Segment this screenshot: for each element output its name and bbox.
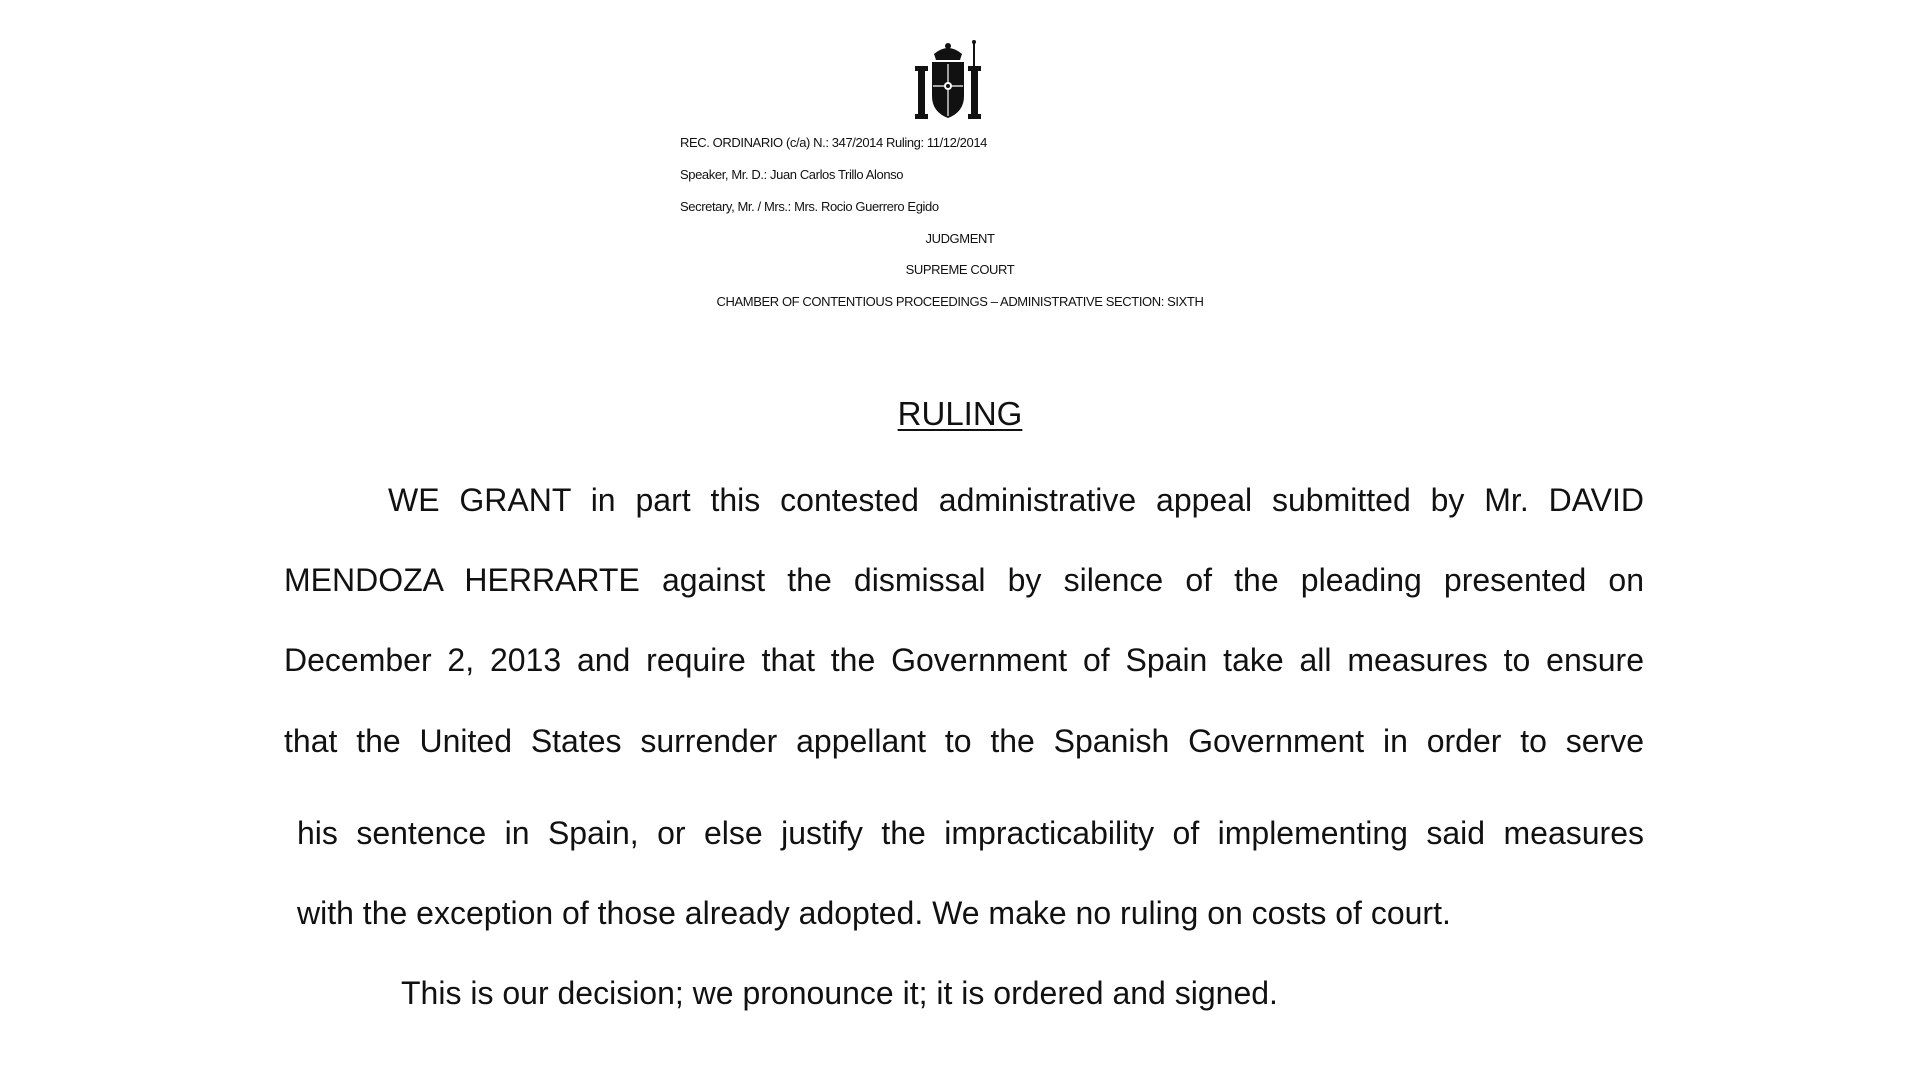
court-heading: SUPREME COURT [905,262,1015,277]
ruling-line-6: with the exception of those already adopted. We make no ruling on costs of court. [297,895,1451,931]
ruling-line-3: December 2, 2013 and require that the Government of Spain take all measures to ensure [284,642,1644,678]
case-number-line: REC. ORDINARIO (c/a) N.: 347/2014 Ruling: 11/12/2014 [680,135,987,150]
ruling-closing-line: This is our decision; we pronounce it; it is ordered and signed. [401,975,1278,1011]
secretary-line: Secretary, Mr. / Mrs.: Mrs. Rocio Guerrero Egido [680,199,939,214]
ruling-title: RULING [897,395,1023,432]
ruling-line-5: his sentence in Spain, or else justify the impracticability of implementing said measures [297,815,1644,851]
coat-of-arms-icon [912,40,984,122]
chamber-heading: CHAMBER OF CONTENTIOUS PROCEEDINGS – ADMINISTRATIVE SECTION: SIXTH [716,294,1204,309]
ruling-line-4: that the United States surrender appellant to the Spanish Government in order to serve [284,723,1644,759]
judgment-heading: JUDGMENT [925,231,995,246]
speaker-line: Speaker, Mr. D.: Juan Carlos Trillo Alonso [680,167,904,182]
ruling-line-2: MENDOZA HERRARTE against the dismissal by silence of the pleading presented on [284,562,1644,598]
ruling-line-1: WE GRANT in part this contested administrative appeal submitted by Mr. DAVID [388,482,1644,518]
